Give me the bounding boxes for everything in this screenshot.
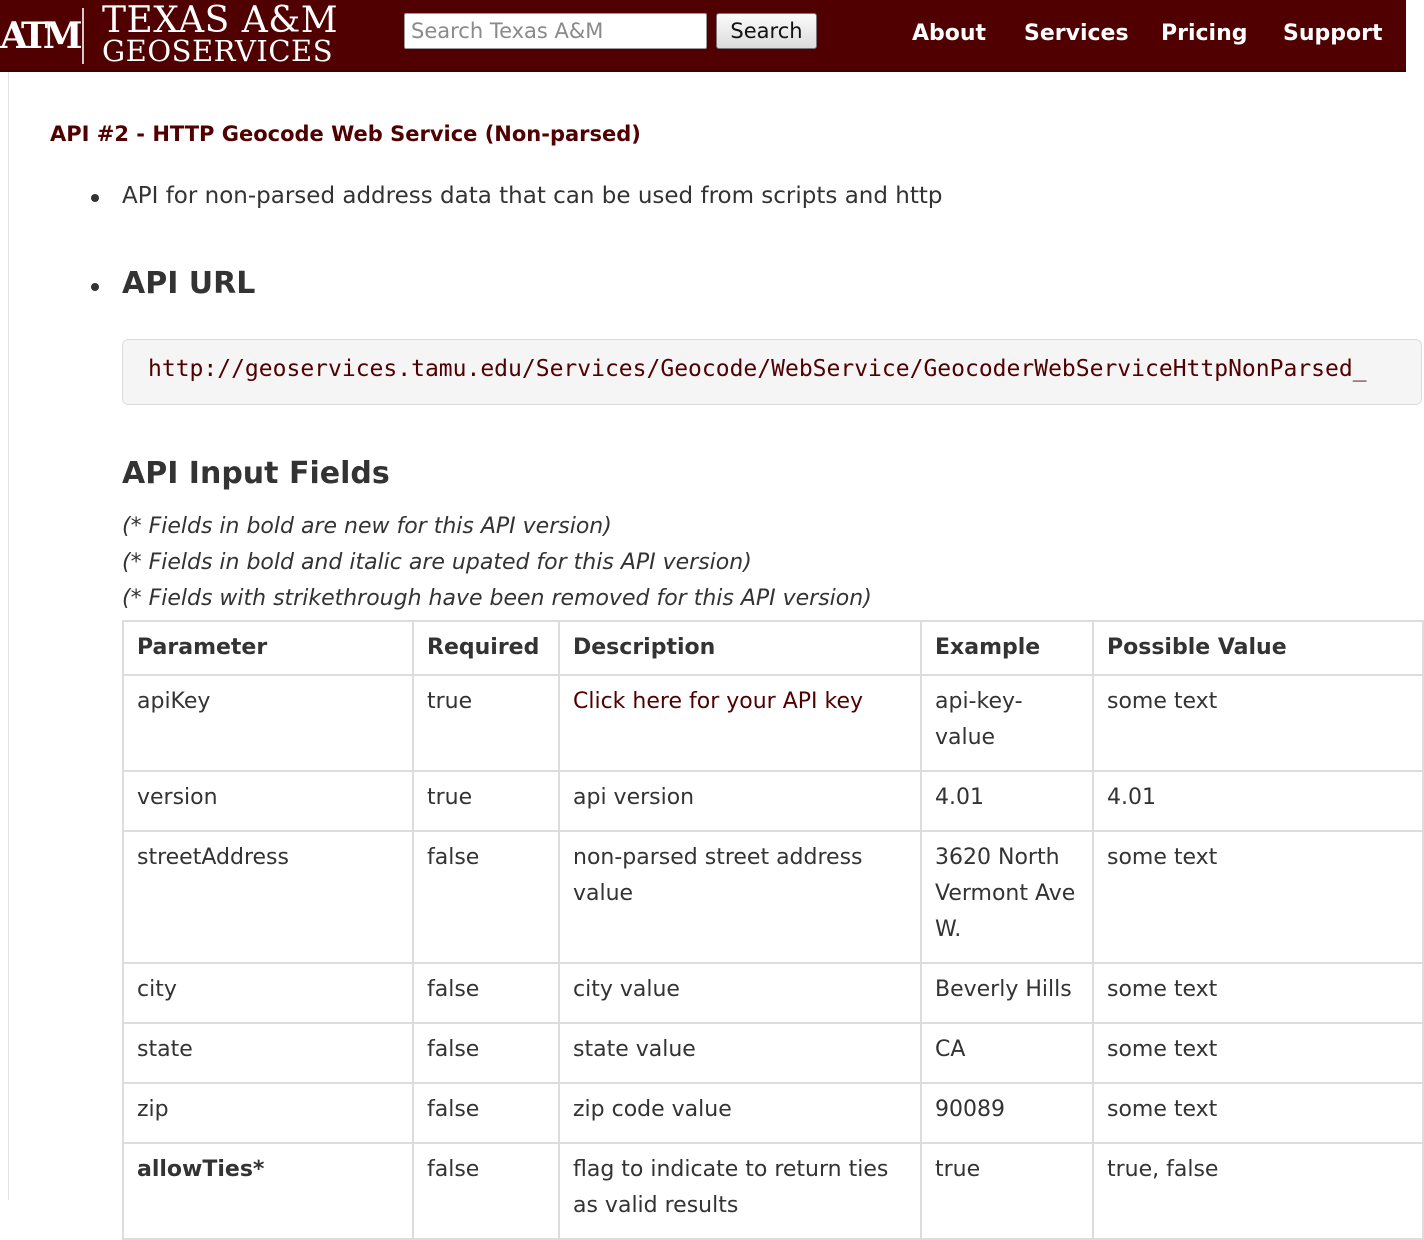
- cell-example: CA: [921, 1023, 1093, 1083]
- api-url-box[interactable]: [122, 339, 1422, 405]
- nav-support[interactable]: Support: [1283, 21, 1383, 46]
- cell-description: api version: [559, 771, 921, 831]
- table-row: [123, 675, 1423, 771]
- nav-pricing[interactable]: Pricing: [1161, 21, 1248, 46]
- cell-possible-value: some text: [1093, 1083, 1423, 1143]
- cell-possible-value: 4.01: [1093, 771, 1423, 831]
- atm-logo-icon[interactable]: [0, 8, 78, 60]
- cell-example: true: [921, 1143, 1093, 1239]
- api-key-link[interactable]: Click here for your API key: [573, 689, 863, 714]
- site-header: [0, 0, 1406, 72]
- table-row: [123, 1023, 1423, 1083]
- cell-required: false: [413, 1083, 559, 1143]
- nav-services[interactable]: Services: [1024, 21, 1129, 46]
- cell-possible-value: some text: [1093, 831, 1423, 963]
- cell-required: false: [413, 831, 559, 963]
- column-header-description: Description: [559, 621, 921, 675]
- note-strikethrough-removed: (* Fields with strikethrough have been removed for this API version): [122, 586, 872, 611]
- table-row: [123, 831, 1423, 963]
- table-row: [123, 1143, 1423, 1239]
- cell-description: zip code value: [559, 1083, 921, 1143]
- cell-required: false: [413, 1023, 559, 1083]
- cell-description: non-parsed street address value: [559, 831, 921, 963]
- note-bold-italic-updated: (* Fields in bold and italic are upated for this API version): [122, 550, 752, 575]
- api-url[interactable]: http://geoservices.tamu.edu/Services/Geocode/WebService/GeocoderWebServiceHttpNonParsed_: [148, 356, 1367, 382]
- column-header-parameter: Parameter: [123, 621, 413, 675]
- cell-required: false: [413, 963, 559, 1023]
- note-bold-new: (* Fields in bold are new for this API version): [122, 514, 612, 539]
- cell-parameter: version: [123, 771, 413, 831]
- cell-description: [559, 675, 921, 771]
- cell-description: city value: [559, 963, 921, 1023]
- search-input[interactable]: [404, 13, 707, 49]
- bullet-dot: [91, 194, 99, 202]
- cell-parameter: city: [123, 963, 413, 1023]
- table-row: [123, 1083, 1423, 1143]
- cell-description: flag to indicate to return ties as valid results: [559, 1143, 921, 1239]
- cell-required: true: [413, 675, 559, 771]
- cell-description: state value: [559, 1023, 921, 1083]
- logo-line-1: TEXAS A&M: [102, 0, 339, 41]
- column-header-example: Example: [921, 621, 1093, 675]
- input-fields-heading: API Input Fields: [122, 456, 390, 491]
- api-description: API for non-parsed address data that can be used from scripts and http: [122, 183, 943, 209]
- api-url-heading: API URL: [122, 266, 256, 301]
- cell-possible-value: true, false: [1093, 1143, 1423, 1239]
- cell-example: 4.01: [921, 771, 1093, 831]
- cell-required: true: [413, 771, 559, 831]
- cell-possible-value: some text: [1093, 963, 1423, 1023]
- table-header-row: [123, 621, 1423, 675]
- cell-parameter: apiKey: [123, 675, 413, 771]
- cell-example: 90089: [921, 1083, 1093, 1143]
- column-header-required: Required: [413, 621, 559, 675]
- search-button[interactable]: Search: [716, 13, 817, 49]
- table-row: [123, 771, 1423, 831]
- site-logo[interactable]: [102, 0, 339, 68]
- bullet-dot: [91, 283, 99, 291]
- content-left-rule: [8, 72, 9, 1200]
- cell-required: false: [413, 1143, 559, 1239]
- api-input-fields-table: [122, 620, 1424, 1240]
- logo-divider: [82, 8, 84, 64]
- cell-example: 3620 North Vermont Ave W.: [921, 831, 1093, 963]
- column-header-possible-value: Possible Value: [1093, 621, 1423, 675]
- cell-parameter: streetAddress: [123, 831, 413, 963]
- logo-line-2: GEOSERVICES: [102, 34, 334, 68]
- cell-parameter: state: [123, 1023, 413, 1083]
- section-title: API #2 - HTTP Geocode Web Service (Non-parsed): [50, 122, 641, 146]
- table-row: [123, 963, 1423, 1023]
- cell-possible-value: some text: [1093, 675, 1423, 771]
- nav-about[interactable]: About: [912, 21, 987, 46]
- cell-parameter: allowTies*: [123, 1143, 413, 1239]
- svg-text:ATM: ATM: [0, 15, 78, 57]
- cell-example: Beverly Hills: [921, 963, 1093, 1023]
- cell-parameter: zip: [123, 1083, 413, 1143]
- cell-possible-value: some text: [1093, 1023, 1423, 1083]
- cell-example: api-key-value: [921, 675, 1093, 771]
